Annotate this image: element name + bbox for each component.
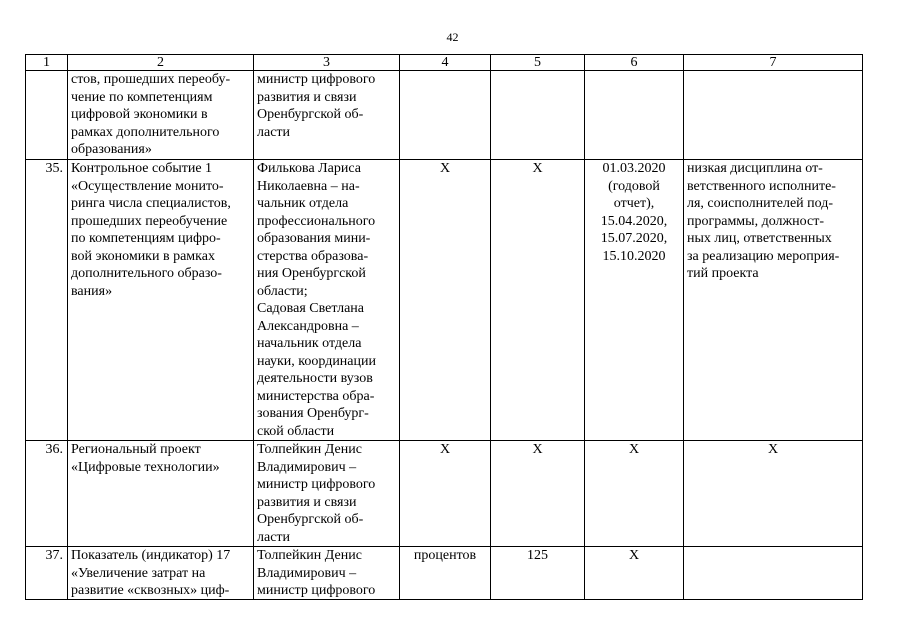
- value-cell: Х: [491, 441, 585, 547]
- header-cell: 5: [491, 55, 585, 71]
- date-cell: 01.03.2020 (годовой отчет), 15.04.2020, 15.07.2020, 15.10.2020: [585, 160, 684, 441]
- description-text: Показатель (индикатор) 17 «Увеличение затрат на развитие «сквозных» циф-: [71, 548, 231, 598]
- header-cell: 3: [254, 55, 400, 71]
- value-cell: [491, 71, 585, 160]
- value-cell: Х: [491, 160, 585, 441]
- description-cell: [68, 547, 254, 600]
- responsible-cell: министр цифрового развития и связи Оренбургской об- ласти: [254, 71, 400, 160]
- unit-cell: Х: [400, 441, 491, 547]
- responsible-text: Толпейкин Денис Владимирович – министр цифрового: [257, 548, 376, 598]
- risk-cell: Х: [684, 441, 863, 547]
- risk-cell: [684, 547, 863, 600]
- table-row: [26, 71, 863, 160]
- responsible-cell: Толпейкин Денис Владимирович – министр цифрового развития и связи Оренбургской об- ласти: [254, 441, 400, 547]
- value-cell: 125: [491, 547, 585, 600]
- header-cell: 7: [684, 55, 863, 71]
- table-row: [26, 441, 863, 547]
- row-number-cell: 36.: [26, 441, 68, 547]
- risk-cell: [684, 71, 863, 160]
- row-number-cell: [26, 71, 68, 160]
- unit-cell: [400, 71, 491, 160]
- header-row: [26, 55, 863, 71]
- header-cell: 2: [68, 55, 254, 71]
- row-number-cell: 37.: [26, 547, 68, 600]
- plan-table: [25, 54, 863, 600]
- row-number-cell: 35.: [26, 160, 68, 441]
- unit-cell: процентов: [400, 547, 491, 600]
- table-row: [26, 547, 863, 600]
- header-cell: 4: [400, 55, 491, 71]
- header-cell: 6: [585, 55, 684, 71]
- description-cell: Контрольное событие 1 «Осуществление монито- ринга числа специалистов, прошедших переобучение по компетенциям цифро- вой экономики в рамках дополнительного образо- вания»: [68, 160, 254, 441]
- date-cell: Х: [585, 441, 684, 547]
- unit-cell: Х: [400, 160, 491, 441]
- table-row: [26, 160, 863, 441]
- description-cell: Региональный проект «Цифровые технологии»: [68, 441, 254, 547]
- date-cell: Х: [585, 547, 684, 600]
- risk-cell: низкая дисциплина от- ветственного исполните- ля, соисполнителей под- программы, должност- ных лиц, ответственных за реализацию мероприя- тий проекта: [684, 160, 863, 441]
- description-cell: стов, прошедших переобу- чение по компетенциям цифровой экономики в рамках дополнительного образования»: [68, 71, 254, 160]
- responsible-cell: [254, 547, 400, 600]
- page-number: 42: [446, 30, 459, 44]
- header-cell: 1: [26, 55, 68, 71]
- date-cell: [585, 71, 684, 160]
- responsible-cell: Филькова Лариса Николаевна – на- чальник отдела профессионального образования мини- стерства образова- ния Оренбургской области; Садовая Светлана Александровна – начальник отдела науки, координации деятельности вузов министерства обра- зования Оренбург- ской области: [254, 160, 400, 441]
